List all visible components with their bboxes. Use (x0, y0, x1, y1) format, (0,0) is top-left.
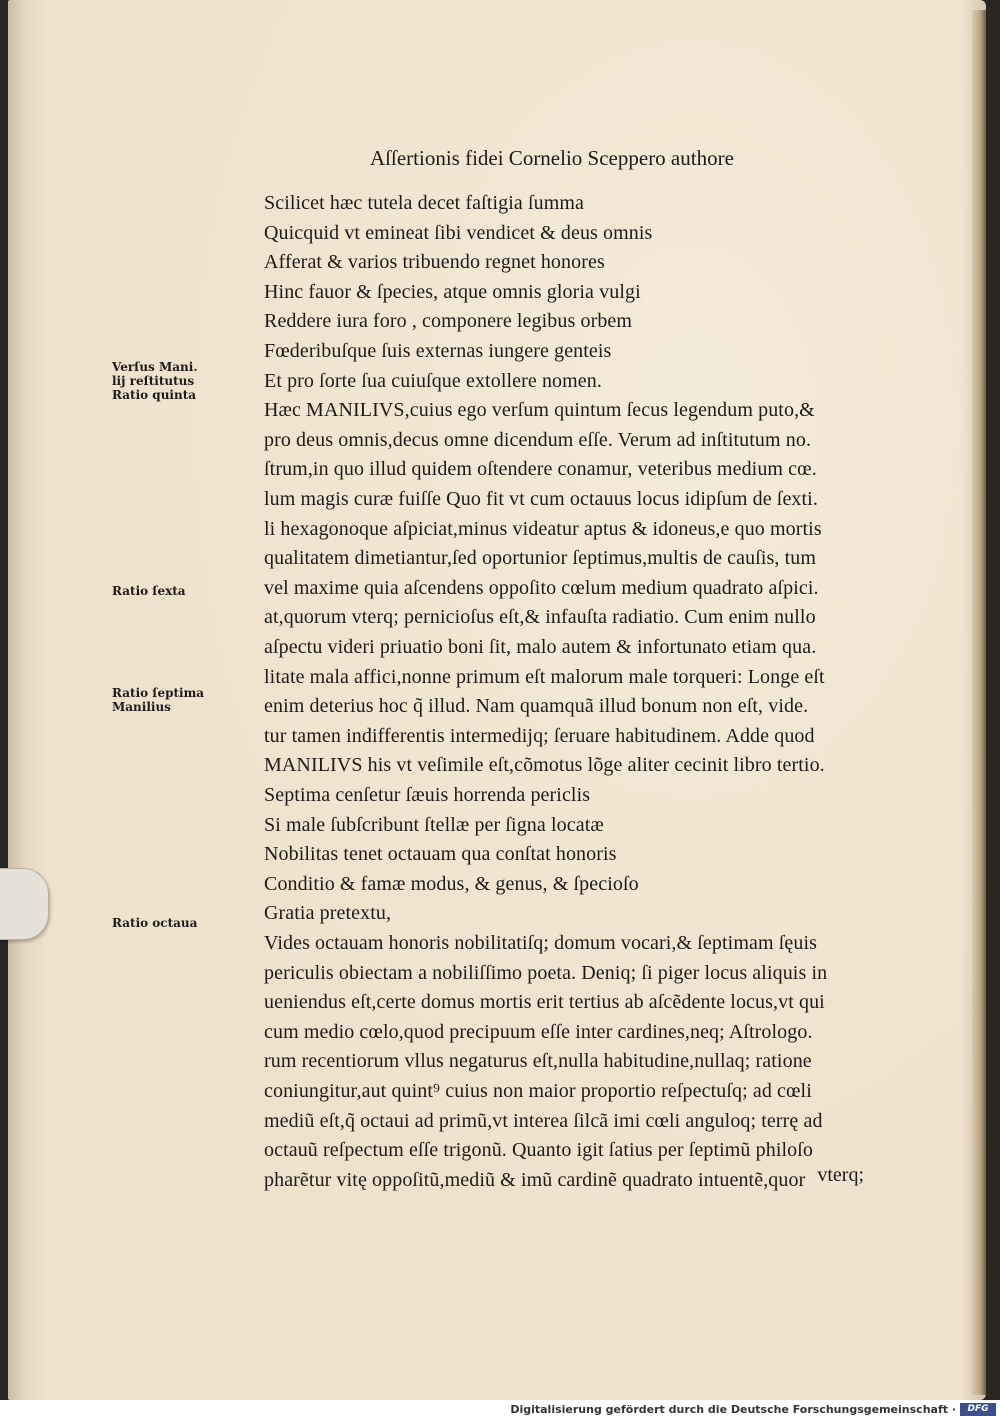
margin-note-line: Verſus Mani. (112, 360, 198, 374)
body-line: pro deus omnis,decus omne dicendum eſſe. Verum ad inſtitutum no. (264, 428, 812, 451)
dfg-logo: DFG (960, 1403, 996, 1416)
body-line: at,quorum vterq; pernicioſus eſt,& infauſta radiatio. Cum enim nullo (264, 606, 816, 629)
margin-note-line: Ratio ſexta (112, 584, 186, 598)
body-line: Quicquid vt emineat ſibi vendicet & deus omnis (264, 221, 653, 244)
body-line: MANILIVS his vt veſimile eſt,cõmotus lõge aliter cecinit libro tertio. (264, 754, 825, 777)
body-line: Et pro ſorte ſua cuiuſque extollere nomen. (264, 369, 602, 392)
body-line: rum recentiorum vllus negaturus eſt,nulla habitudine,nullaq; ratione (264, 1050, 812, 1073)
body-line: Reddere iura foro , componere legibus orbem (264, 310, 633, 333)
running-header: Aſſertionis fidei Cornelio Sceppero authore (370, 146, 734, 170)
body-line: Afferat & varios tribuendo regnet honores (264, 251, 605, 274)
body-line: periculis obiectam a nobiliſſimo poeta. Deniq; ſi piger locus aliquis in (264, 961, 828, 984)
footer-bar (0, 1400, 1000, 1420)
body-line: Hinc fauor & ſpecies, atque omnis gloria vulgi (264, 280, 641, 303)
body-line: aſpectu videri priuatio boni ſit, malo autem & infortunato etiam qua. (264, 636, 817, 658)
margin-note-line: Manilius (112, 700, 171, 714)
bookmark-tab (0, 868, 49, 940)
body-line: ſtrum,in quo illud quidem oſtendere conamur, veteribus medium cœ. (264, 458, 817, 481)
catchword: vterq; (817, 1164, 864, 1186)
body-line: cum medio cœlo,quod precipuum eſſe inter cardines,neq; Aſtrologo. (264, 1020, 813, 1043)
body-line: ueniendus eſt,certe domus mortis erit tertius ab aſcẽdente locus,vt qui (264, 991, 825, 1014)
body-line: qualitatem dimetiantur,ſed oportunior ſeptimus,multis de cauſis, tum (264, 547, 817, 570)
margin-note (112, 360, 198, 402)
margin-note (112, 584, 186, 598)
body-line: li hexagonoque aſpiciat,minus videatur aptus & idoneus,e quo mortis (264, 517, 822, 540)
body-line: Fœderibuſque ſuis externas iungere genteis (264, 340, 612, 362)
body-line: Hæc MANILIVS,cuius ego verſum quintum ſecus legendum puto,& (264, 399, 815, 422)
body-line: Scilicet hæc tutela decet faſtigia ſumma (264, 192, 584, 214)
body-line: litate mala affici,nonne primum eſt malorum male torqueri: Longe eſt (264, 665, 825, 688)
body-line: vel maxime quia aſcendens oppoſito cœlum medium quadrato aſpici. (264, 576, 819, 599)
margin-note-line: Ratio quinta (112, 388, 197, 402)
body-line: pharẽtur vitę oppoſitũ,mediũ & imũ cardinẽ quadrato intuentẽ,quor (264, 1168, 806, 1191)
body-line: tur tamen indifferentis intermedijq; ſeruare habitudinem. Adde quod (264, 724, 815, 747)
margin-note (112, 686, 204, 714)
body-line: octauũ reſpectum eſſe trigonũ. Quanto igit ſatius per ſeptimũ philoſo (264, 1139, 813, 1162)
body-line: enim deterius hoc q̃ illud. Nam quamquã illud bonum non eſt, vide. (264, 695, 809, 718)
body-line: Nobilitas tenet octauam qua conſtat honoris (264, 843, 617, 866)
body-line: Gratia pretextu, (264, 902, 392, 925)
body-line: Vides octauam honoris nobilitatiſq; domum vocari,& ſeptimam ſęuis (264, 932, 817, 954)
body-line: lum magis curæ fuiſſe Quo fit vt cum octauus locus idipſum de ſexti. (264, 488, 818, 510)
page-edge (972, 10, 986, 1395)
body-line: coniungitur,aut quint⁹ cuius non maior proportio reſpectuſq; ad cœli (264, 1080, 812, 1102)
body-line: Septima cenſetur ſæuis horrenda periclis (264, 784, 591, 806)
body-line: Conditio & famæ modus, & genus, & ſpecioſo (264, 872, 639, 895)
margin-note (112, 916, 197, 930)
body-line: Si male ſubſcribunt ſtellæ per ſigna locatæ (264, 813, 604, 836)
margin-note-line: Ratio ſeptima (112, 686, 205, 700)
margin-note-line: lij reſtitutus (112, 374, 195, 388)
footer-credit: Digitalisierung gefördert durch die Deutsche Forschungsgemeinschaft · (510, 1403, 956, 1416)
margin-note-line: Ratio octaua (112, 916, 198, 930)
body-line: mediũ eſt,q̃ octaui ad primũ,vt interea ſilcã imi cœli anguloq; terrę ad (264, 1109, 823, 1132)
